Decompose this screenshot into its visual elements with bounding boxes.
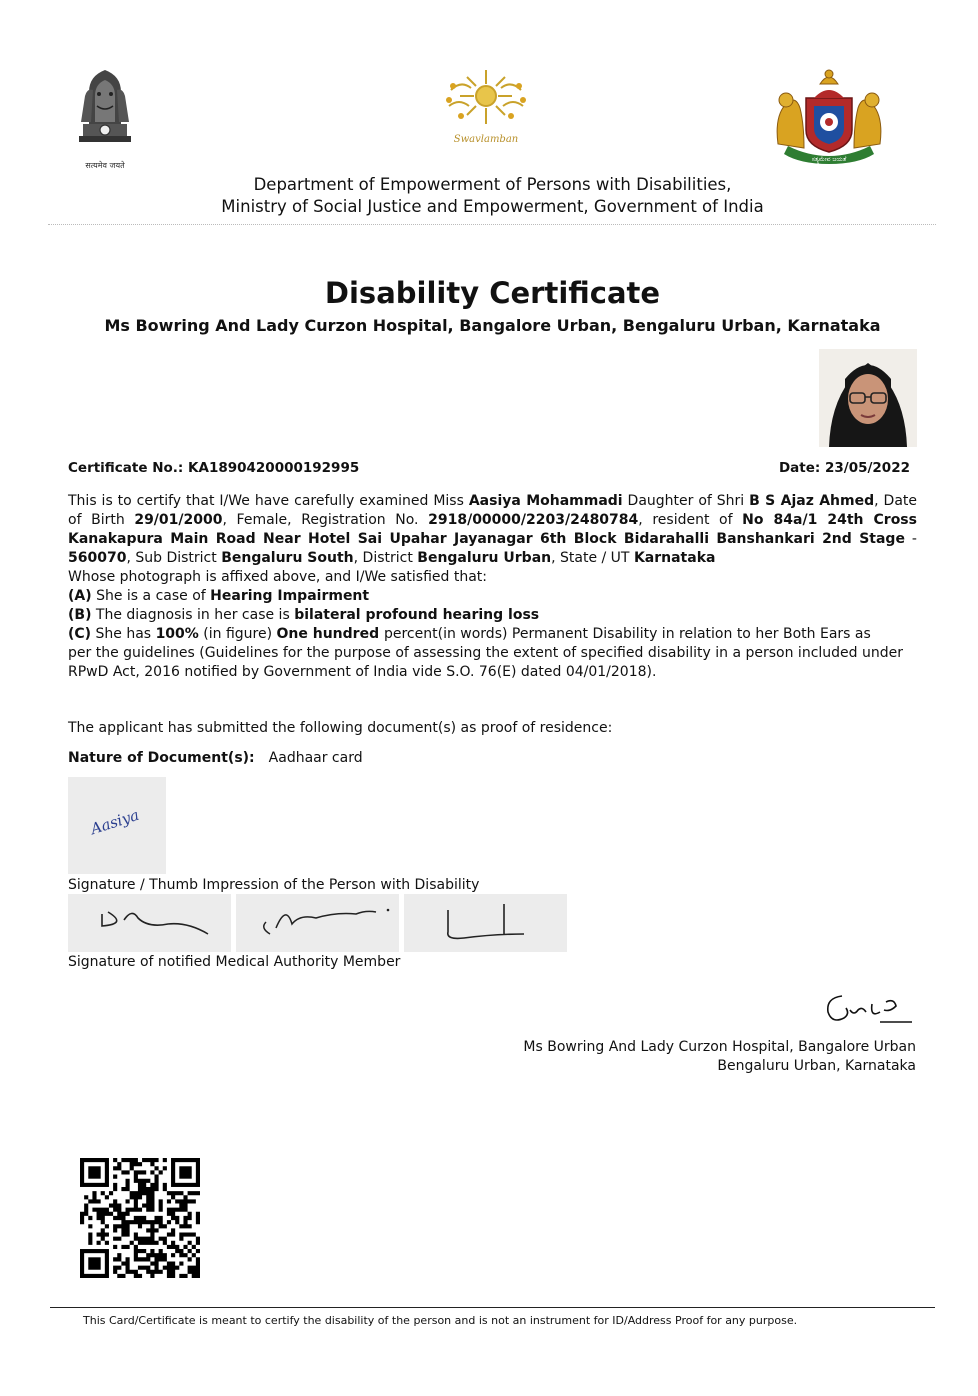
applicant-name: Aasiya Mohammadi [468, 493, 623, 509]
certificate-title: Disability Certificate [324, 276, 661, 310]
father-name: B S Ajaz Ahmed [749, 493, 875, 509]
svg-text:ಸತ್ಯಮೇವ ಜಯತೆ: ಸತ್ಯಮೇವ ಜಯತೆ [811, 156, 847, 163]
disability-type: Hearing Impairment [210, 588, 370, 604]
certificate-body [68, 492, 917, 682]
clause-c-line-2: per the guidelines (Guidelines for the purpose of assessing the extent of specified disability in a person included under [68, 645, 903, 661]
registration-number: 2918/00000/2203/2480784 [428, 512, 639, 528]
state: Karnataka [633, 550, 716, 566]
department-heading [0, 174, 978, 218]
district: Bengaluru Urban [417, 550, 552, 566]
header-divider [48, 224, 936, 225]
sub-district: Bengaluru South [221, 550, 354, 566]
disability-percent: 100% [155, 626, 199, 642]
department-line-2: Ministry of Social Justice and Empowerment, Government of India [221, 197, 764, 216]
certificate-number [68, 460, 359, 476]
hospital-subtitle: Ms Bowring And Lady Curzon Hospital, Bangalore Urban, Bengaluru Urban, Karnataka [104, 316, 881, 335]
body-line-2: of Birth 29/01/2000, Female, Registration No. 2918/00000/2203/2480784, resident of No 84a/1 24th Cross [68, 512, 917, 528]
karnataka-emblem-logo [770, 64, 888, 170]
national-emblem-logo [75, 62, 135, 170]
document-nature-label: Nature of Document(s): [68, 750, 255, 766]
certificate-date [779, 460, 910, 476]
clause-c: (C) She has 100% (in figure) One hundred percent(in words) Permanent Disability in relation to her Both Ears as [68, 626, 871, 642]
issuing-officer-signature [820, 988, 920, 1028]
clause-c-line-3: RPwD Act, 2016 notified by Government of India vide S.O. 76(E) dated 04/01/2018). [68, 664, 657, 680]
certificate-date-value: 23/05/2022 [824, 460, 910, 476]
body-line-1: This is to certify that I/We have carefully examined Miss Aasiya Mohammadi Daughter of Shri B S Ajaz Ahmed, Date [68, 493, 917, 509]
footer-divider [50, 1307, 935, 1308]
clause-b: (B) The diagnosis in her case is bilateral profound hearing loss [68, 607, 540, 623]
address-line-2: Kanakapura Main Road Near Hotel Sai Upahar Jayanagar 6th Block Bidarahalli Banshankari 2nd Stage [68, 531, 905, 547]
applicant-signature-caption: Signature / Thumb Impression of the Person with Disability [68, 877, 480, 893]
emblem-motto: सत्यमेव जयते [85, 161, 125, 170]
swavlamban-caption: Swavlamban [453, 134, 519, 145]
clause-a: (A) She is a case of Hearing Impairment [68, 588, 370, 604]
authority-signature-1 [68, 894, 231, 952]
diagnosis: bilateral profound hearing loss [294, 607, 540, 623]
pincode: 560070 [68, 550, 127, 566]
issuing-hospital-line-1: Ms Bowring And Lady Curzon Hospital, Bangalore Urban [523, 1039, 916, 1055]
authority-signature-caption: Signature of notified Medical Authority Member [68, 954, 401, 970]
qr-code-icon [80, 1158, 200, 1278]
certificate-date-label: Date: [778, 460, 825, 476]
applicant-photo [819, 349, 917, 447]
department-line-1: Department of Empowerment of Persons with Disabilities, [253, 175, 732, 194]
issuing-hospital-line-2: Bengaluru Urban, Karnataka [717, 1058, 916, 1074]
residence-proof-intro: The applicant has submitted the following document(s) as proof of residence: [68, 720, 613, 736]
body-line-4: 560070, Sub District Bengaluru South, District Bengaluru Urban, State / UT Karnataka [68, 550, 716, 566]
document-nature [68, 750, 363, 766]
authority-signature-3 [404, 894, 567, 952]
applicant-signature-text: Aasiya [88, 805, 142, 839]
authority-signature-2 [236, 894, 399, 952]
applicant-signature [68, 777, 166, 874]
document-nature-value: Aadhaar card [268, 750, 363, 766]
issuing-hospital [523, 1038, 916, 1076]
footer-disclaimer: This Card/Certificate is meant to certify the disability of the person and is not an instrument for ID/Address Proof for any purpose. [83, 1314, 798, 1327]
date-of-birth: 29/01/2000 [134, 512, 223, 528]
body-line-3: Kanakapura Main Road Near Hotel Sai Upahar Jayanagar 6th Block Bidarahalli Banshankari 2nd Stage - [68, 531, 917, 547]
certificate-number-label: Certificate No.: [68, 460, 189, 476]
disability-percent-words: One hundred [276, 626, 384, 642]
swavlamban-logo [441, 66, 531, 148]
certificate-number-value: KA1890420000192995 [188, 460, 360, 476]
address-line-1: No 84a/1 24th Cross [742, 512, 917, 528]
body-line-5: Whose photograph is affixed above, and I/We satisfied that: [68, 569, 488, 585]
